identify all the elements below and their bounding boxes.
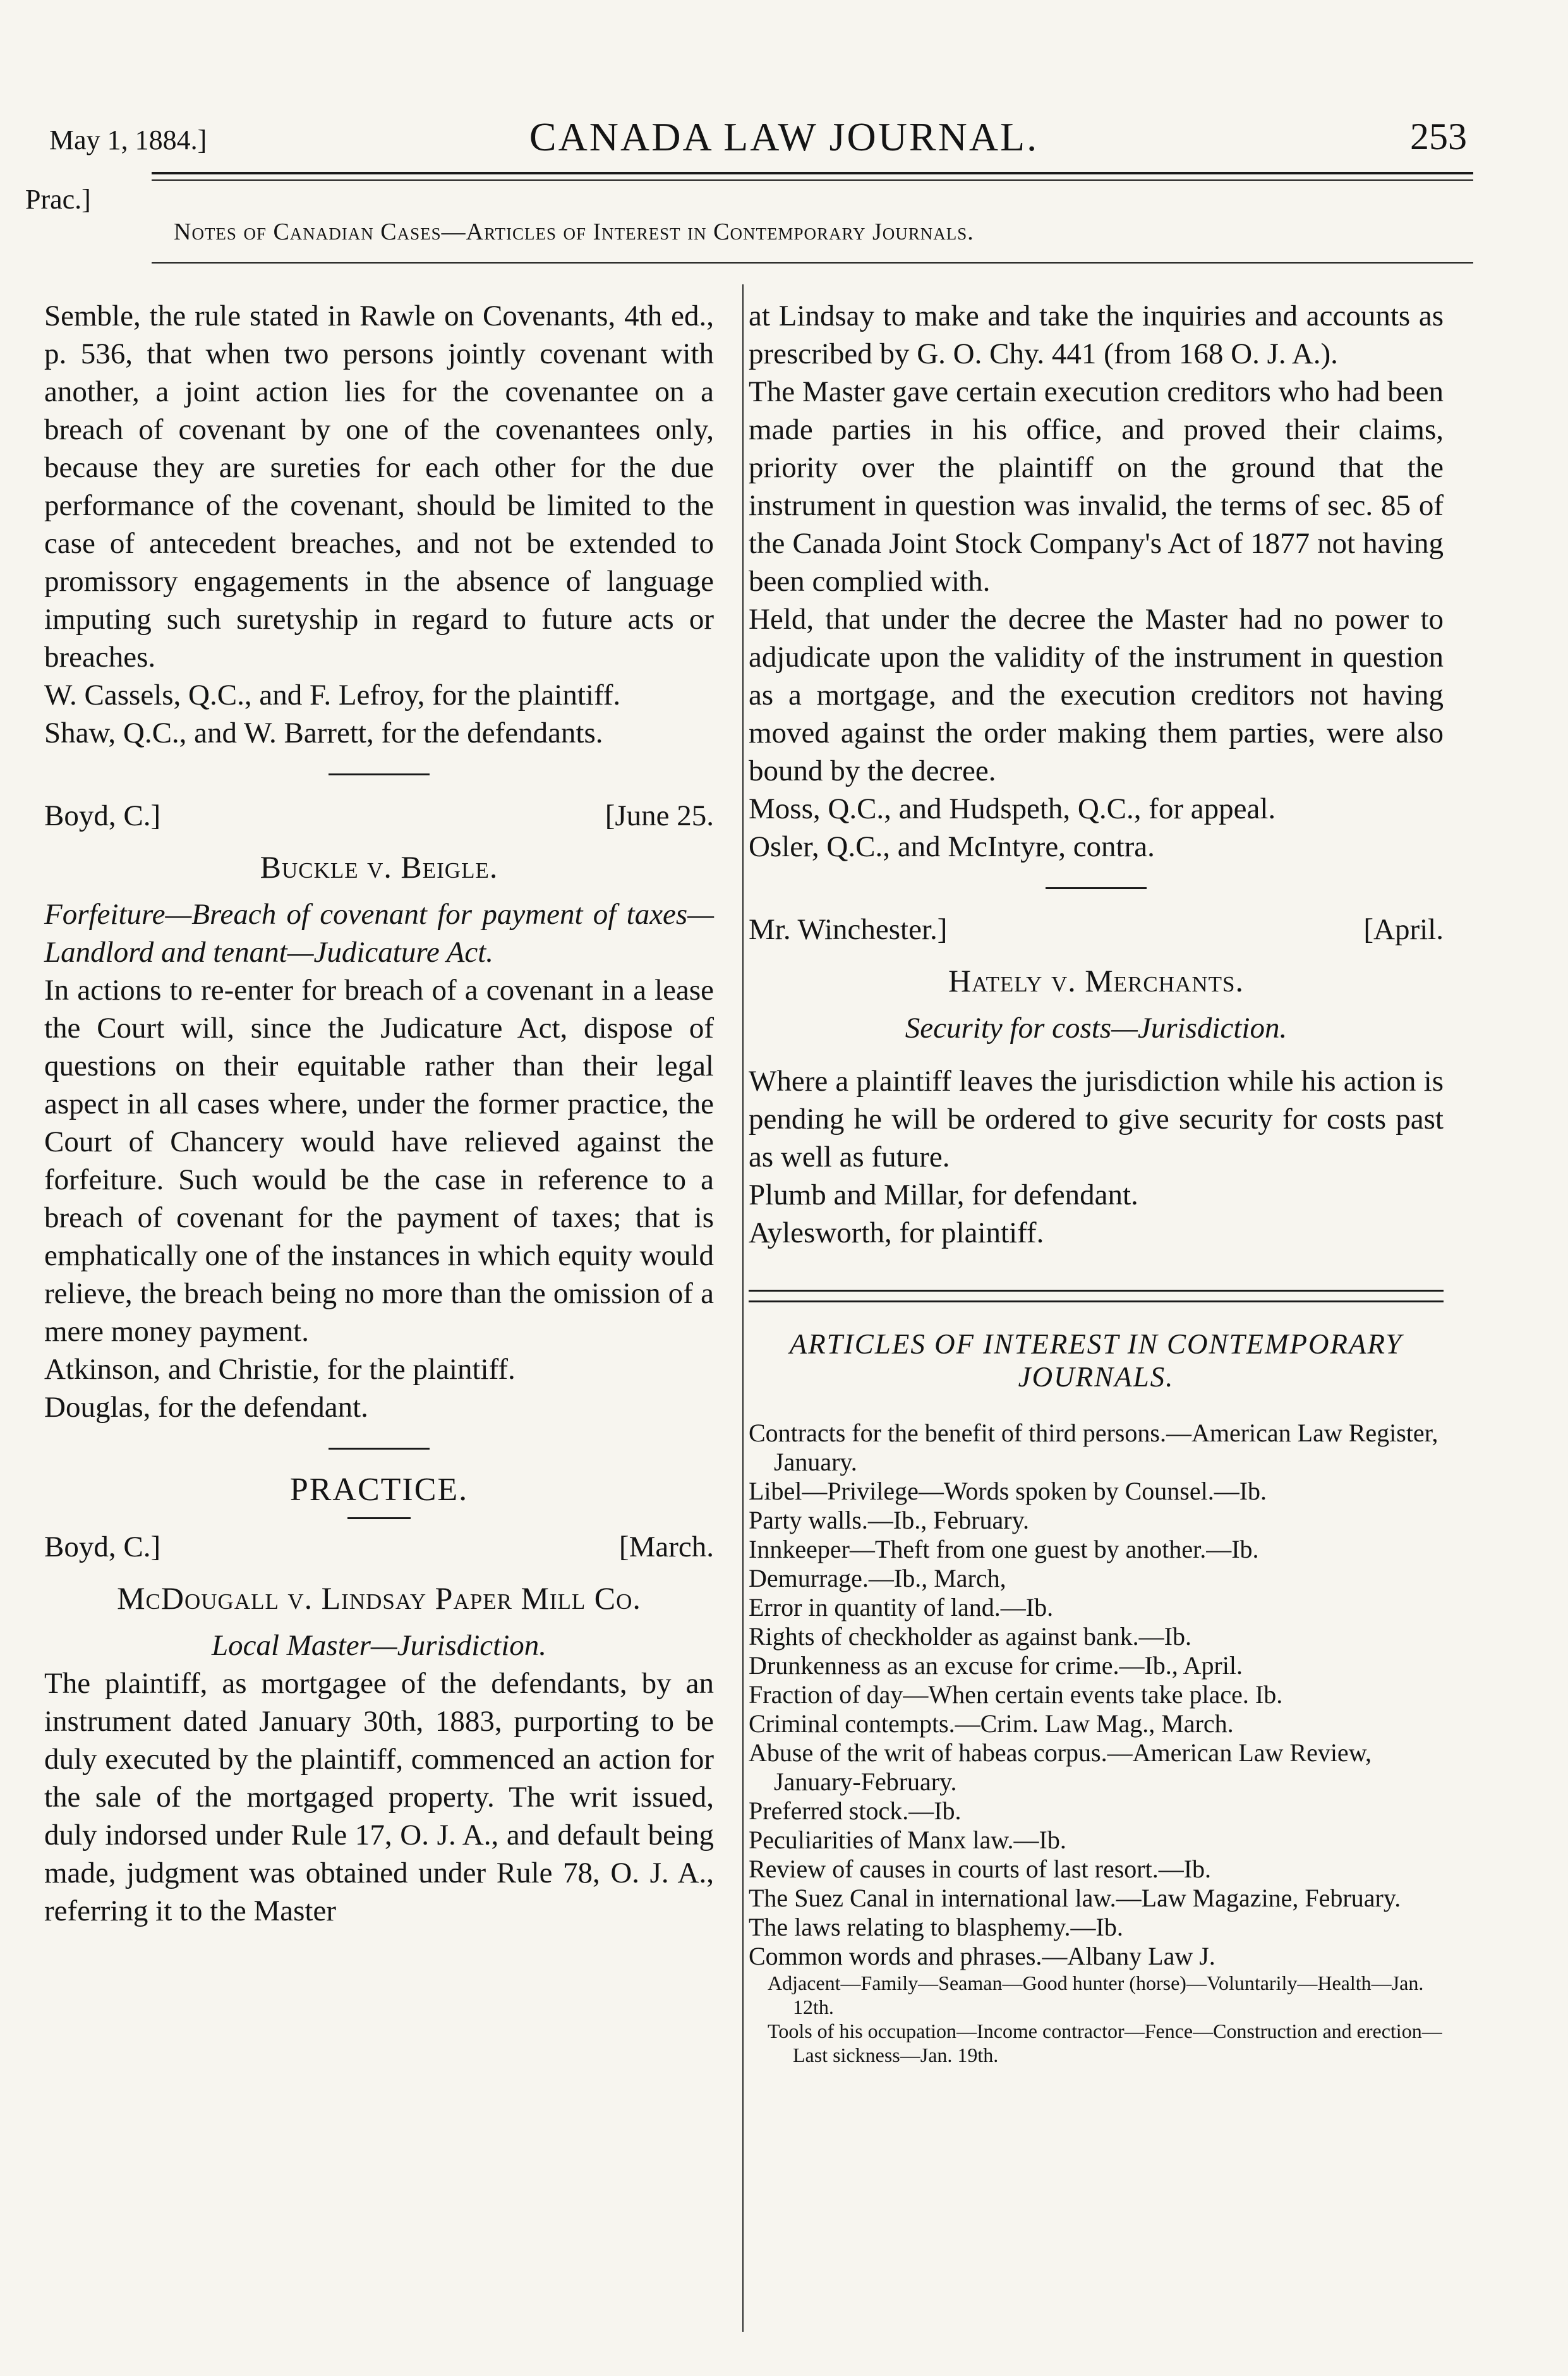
running-head-date: May 1, 1884.] [49,124,207,155]
counsel-defendant-buckle: Douglas, for the defendant. [44,1391,368,1424]
section-label: Prac.] [25,184,91,215]
case-date: [June 25. [605,799,714,832]
article-item: Innkeeper—Theft from one guest by another.—Ib. [749,1535,1259,1563]
column-divider [742,284,744,2332]
article-item: Error in quantity of land.—Ib. [749,1593,1054,1621]
counsel-plaintiff-hately: Aylesworth, for plaintiff. [749,1216,1044,1249]
articles-list [749,1419,1444,2067]
case-judge: Boyd, C.] [44,1530,161,1563]
case-header-hately [749,911,1444,949]
counsel-plaintiff-buckle: Atkinson, and Christie, for the plaintiff. [44,1353,516,1386]
case-judge: Boyd, C.] [44,799,161,832]
article-item: Fraction of day—When certain events take place. Ib. [749,1680,1283,1709]
article-item: Libel—Privilege—Words spoken by Counsel.—Ib. [749,1477,1267,1505]
paragraph-master: The Master gave certain execution creditors who had been made parties in his office, and proved their claims, priority over the plaintiff on the ground that the instrument in question was invalid, the terms of sec. 85 of the Canada Joint Stock Company's Act of 1877 not having been complied with. [749,375,1444,598]
article-item: Drunkenness as an excuse for crime.—Ib., April. [749,1651,1243,1680]
case-catchwords-mcdougall: Local Master—Jurisdiction. [211,1629,547,1662]
left-column [44,297,714,1930]
case-date: [March. [618,1530,714,1563]
case-body-buckle: In actions to re-enter for breach of a covenant in a lease the Court will, since the Judicature Act, dispose of questions on their equitable rather than their legal aspect in all cases where, under the former practice, the Court of Chancery would have relieved against the forfeiture. Such would be the case in reference to a breach of covenant for the payment of taxes; that is emphatically one of the instances in which equity would relieve, the breach being no more than the omission of a mere money payment. [44,974,714,1348]
article-item: The laws relating to blasphemy.—Ib. [749,1913,1123,1941]
article-item: Rights of checkholder as against bank.—Ib. [749,1622,1191,1651]
article-item: Party walls.—Ib., February. [749,1506,1029,1534]
section-divider [329,1448,430,1450]
practice-heading: PRACTICE. [289,1472,469,1508]
article-item: Criminal contempts.—Crim. Law Mag., March. [749,1709,1234,1738]
section-divider [329,773,430,775]
case-body-hately: Where a plaintiff leaves the jurisdiction while his action is pending he will be ordered to give security for costs past as well as future. [749,1065,1444,1173]
right-column [749,297,1444,2067]
double-rule [749,1290,1444,1302]
case-title-hately: Hately v. Merchants. [948,963,1244,998]
article-item: Demurrage.—Ib., March, [749,1564,1006,1592]
articles-heading: ARTICLES OF INTEREST IN CONTEMPORARY JOURNALS. [789,1328,1403,1393]
article-subitem: Adjacent—Family—Seaman—Good hunter (horse)—Voluntarily—Health—Jan. 12th. [768,1972,1424,2018]
counsel-defendant-hately: Plumb and Millar, for defendant. [749,1179,1138,1211]
article-item: Peculiarities of Manx law.—Ib. [749,1826,1066,1854]
paragraph-semble: Semble, the rule stated in Rawle on Covenants, 4th ed., p. 536, that when two persons jointly covenant with another, a joint action lies for the covenantee on a breach of covenant by one of the covenantees only, because they are sureties for each other for the due performance of the covenant, should be limited to the case of antecedent breaches, and not be extended to promissory engagements in the absence of language imputing such suretyship in regard to future acts or breaches. [44,300,714,674]
case-header-buckle [44,797,714,835]
header-rule-top-thin [152,179,1473,181]
page-number: 253 [1410,116,1467,157]
article-item: Preferred stock.—Ib. [749,1797,962,1825]
header-rule-bottom [152,262,1473,264]
paragraph-held: Held, that under the decree the Master had no power to adjudicate upon the validity of the instrument in question as a mortgage, and the execution creditors not having moved against the order making them parties, were also bound by the decree. [749,603,1444,787]
paragraph-lindsay: at Lindsay to make and take the inquiries and accounts as prescribed by G. O. Chy. 441 (from 168 O. J. A.). [749,300,1444,370]
journal-title: CANADA LAW JOURNAL. [529,114,1039,159]
header-rule-top [152,172,1473,174]
case-date: [April. [1363,913,1444,946]
article-subitem: Tools of his occupation—Income contractor—Fence—Construction and erection—Last sickness—Jan. 19th. [768,2020,1442,2066]
counsel-plaintiff: W. Cassels, Q.C., and F. Lefroy, for the plaintiff. [44,679,621,712]
article-item: Abuse of the writ of habeas corpus.—American Law Review, January-February. [749,1738,1372,1796]
article-item: Contracts for the benefit of third persons.—American Law Register, January. [749,1419,1438,1476]
case-judge: Mr. Winchester.] [749,913,948,946]
case-catchwords-buckle: Forfeiture—Breach of covenant for payment of taxes—Landlord and tenant—Judicature Act. [44,898,714,969]
case-catchwords-hately: Security for costs—Jurisdiction. [905,1012,1288,1045]
article-item: Review of causes in courts of last resort.—Ib. [749,1855,1212,1883]
case-header-mcdougall [44,1528,714,1566]
case-title-buckle: Buckle v. Beigle. [260,849,498,885]
case-body-mcdougall: The plaintiff, as mortgagee of the defendants, by an instrument dated January 30th, 1883, purporting to be duly executed by the plaintiff, commenced an action for the sale of the mortgaged property. The writ issued, duly indorsed under Rule 17, O. J. A., and default being made, judgment was obtained under Rule 78, O. J. A., referring it to the Master [44,1667,714,1927]
counsel-appeal: Moss, Q.C., and Hudspeth, Q.C., for appeal. [749,792,1276,825]
counsel-defendants: Shaw, Q.C., and W. Barrett, for the defendants. [44,717,603,749]
section-divider [347,1517,411,1519]
counsel-contra: Osler, Q.C., and McIntyre, contra. [749,830,1155,863]
article-item: Common words and phrases.—Albany Law J. [749,1942,1215,1970]
case-title-mcdougall: McDougall v. Lindsay Paper Mill Co. [117,1580,641,1616]
section-divider [1046,887,1147,889]
article-item: The Suez Canal in international law.—Law Magazine, February. [749,1884,1401,1912]
section-title: Notes of Canadian Cases—Articles of Interest in Contemporary Journals. [174,219,974,245]
